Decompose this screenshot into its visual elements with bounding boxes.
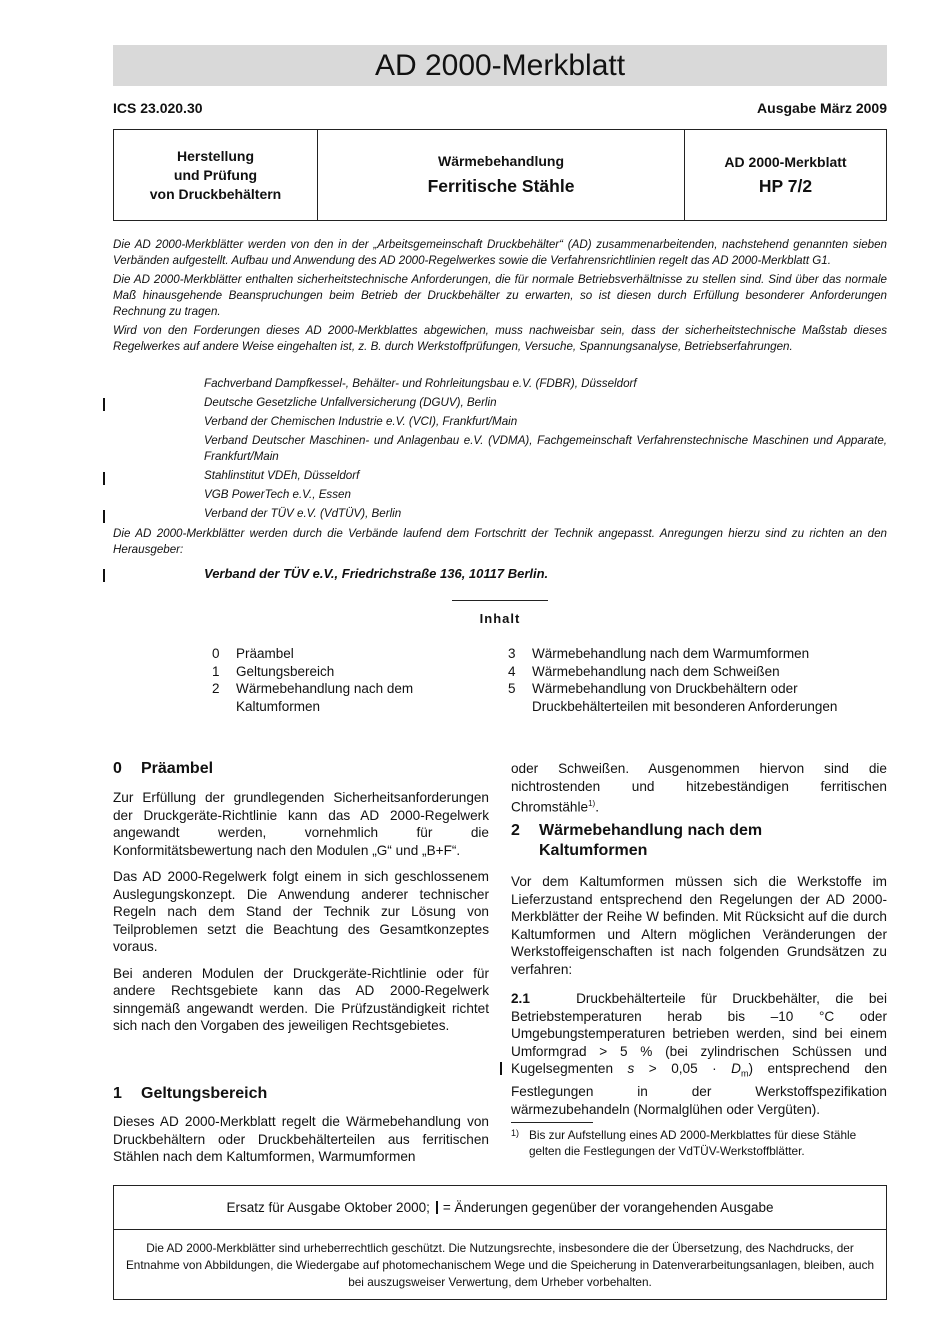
clause-text: Druckbehälterteile für Druckbehälter, die bei Betriebstemperaturen herab bis –10 °C oder Umgebungstemperaturen betrieben werden, sind bei einem Umformgrad > 5 % (bei zylindrischen Schüssen und Kugelsegmenten (511, 991, 887, 1076)
body-paragraph: oder Schweißen. Ausgenommen hiervon sind die nichtrostenden und hitzebeständigen ferritischen Chromstähle (511, 761, 887, 815)
replacement-note (114, 1186, 886, 1230)
intro-closing: Die AD 2000-Merkblätter werden durch die Verbände laufend dem Fortschritt der Technik angepasst. Anregungen hierzu sind zu richten an den Herausgeber: (113, 527, 887, 556)
toc-entry-title: Wärmebehandlung nach dem Schweißen (532, 663, 780, 679)
section-heading-preamble (113, 760, 213, 778)
footnote-reference[interactable]: 1) (588, 799, 596, 808)
toc-entry-number: 3 (508, 646, 516, 661)
change-bar (103, 472, 105, 485)
section-number: 0 (113, 760, 122, 777)
body-paragraph: Bei anderen Modulen der Druckgeräte-Richtlinie oder für andere Rechtsgebiete kann das AD 2000-Regelwerk sinngemäß angewandt werden. Die Prüfzuständigkeit richtet sich nach den Vorgaben des jeweiligen Rechtsgebietes. (113, 965, 489, 1033)
symbol-s: s (627, 1061, 635, 1076)
cold-forming-body (511, 873, 887, 1127)
association-item: Verband Deutscher Maschinen- und Anlagenbau e.V. (VDMA), Fachgemeinschaft Verfahrenstechnische Maschinen und Apparate, Frankfurt/Main (204, 434, 887, 463)
association-list (204, 376, 887, 525)
association-item: Verband der Chemischen Industrie e.V. (VCI), Frankfurt/Main (204, 415, 518, 428)
preamble-body (113, 789, 489, 1044)
header-topic-title: Ferritische Stähle (427, 176, 575, 196)
section-title: Kaltumformen (539, 842, 648, 859)
intro-paragraph: Wird von den Forderungen dieses AD 2000-Merkblattes abgewichen, muss nachweisbar sein, dass der sicherheitstechnische Maßstab dieses Regelwerkes auf andere Weise eingehalten ist, z. B. durch Werkstoffprüfungen, Versuche, Spannungsanalyse, Betriebserfahrungen. (113, 324, 887, 353)
footnote-separator (511, 1122, 593, 1123)
footer-box (113, 1185, 887, 1300)
body-paragraph: Vor dem Kaltumformen müssen sich die Werkstoffe im Lieferzustand entsprechend den Regelungen der AD 2000-Merkblätter der Reihe W befinden. Mit Rücksicht auf die durch Kaltumformen und Altern möglichen Veränderungen der Werkstoffeigenschaften ist nach folgenden Grundsätzen zu verfahren: (511, 874, 887, 977)
toc-entry-title: Wärmebehandlung nach dem Warmumformen (532, 646, 810, 661)
sentence-end: . (595, 799, 599, 815)
body-paragraph: Das AD 2000-Regelwerk folgt einem in sich geschlossenem Auslegungskonzept. Die Anwendung anderer technischer Regeln nach dem Stand der Technik zur Lösung von Teilproblemen setzt die Beachtung des Gesamtkonzeptes voraus. (113, 869, 489, 954)
section-number: 1 (113, 1085, 122, 1102)
change-bar (103, 398, 105, 411)
header-category-line: Herstellung (176, 147, 254, 164)
symbol-d: D (731, 1061, 741, 1076)
section-heading-scope (113, 1085, 267, 1103)
change-bar-legend-icon (436, 1201, 438, 1214)
change-legend-text: = Änderungen gegenüber der vorangehenden Ausgabe (442, 1200, 774, 1215)
scope-body-continued (511, 760, 887, 825)
header-category-line: von Druckbehältern (149, 185, 282, 202)
change-bar (103, 569, 105, 582)
toc-entry-number: 0 (212, 646, 220, 661)
association-item: Fachverband Dampfkessel-, Behälter- und Rohrleitungsbau e.V. (FDBR), Düsseldorf (204, 377, 637, 390)
clause-number: 2.1 (511, 991, 530, 1006)
symbol-d-subscript: m (740, 1068, 749, 1079)
ics-code: ICS 23.020.30 (113, 100, 203, 116)
association-item: Verband der TÜV e.V. (VdTÜV), Berlin (204, 507, 402, 520)
intro-block (113, 237, 887, 358)
toc-entry-number: 1 (212, 663, 220, 679)
association-item: Stahlinstitut VDEh, Düsseldorf (204, 469, 360, 482)
intro-paragraph: Die AD 2000-Merkblätter enthalten sicherheitstechnische Anforderungen, die für normale Betriebsverhältnisse zu stellen sind. Sind über das normale Maß hinausgehende Beanspruchungen beim Betrieb der Druckbehälter zu erwarten, so ist diesen durch Erfüllung besonderer Anforderungen Rechnung zu tragen. (113, 273, 887, 318)
header-box (113, 129, 887, 221)
header-sheet-number: HP 7/2 (758, 175, 813, 196)
change-bar (103, 510, 105, 523)
copyright-notice: Die AD 2000-Merkblätter sind urheberrechtlich geschützt. Die Nutzungsrechte, insbesondere die der Übersetzung, des Nachdrucks, der Entnahme von Abbildungen, die Wiedergabe auf photomechanischem Wege und die Speicherung in Datenverarbeitungsanlagen, bleiben, auch bei auszugsweiser Verwertung, dem Urheber vorbehalten. (125, 1241, 875, 1289)
body-paragraph: Zur Erfüllung der grundlegenden Sicherheitsanforderungen der Druckgeräte-Richtlinie kann das AD 2000-Regelwerk angewandt werden, vornehmlich für die Konformitätsbewertung nach den Modulen „G“ und „B+F“. (113, 790, 489, 858)
toc-right-column (508, 645, 868, 715)
header-sheet-sub: AD 2000-Merkblatt (724, 153, 847, 170)
change-bar (500, 1062, 502, 1075)
clause-text: ) entsprechend den Festlegungen in der Werkstoffspezifikation wärmezubehandeln (Normalglühen oder Vergüten). (511, 1061, 888, 1117)
section-heading-cold-forming (511, 821, 762, 861)
footnote-text: Bis zur Aufstellung eines AD 2000-Merkblattes für diese Stähle gelten die Festlegungen der VdTÜV-Werkstoffblätter. (529, 1128, 857, 1158)
document-title: AD 2000-Merkblatt (113, 45, 887, 86)
toc-entry[interactable] (508, 645, 868, 663)
header-sheet-id (685, 130, 886, 220)
toc-heading: Inhalt (479, 611, 521, 626)
section-title: Geltungsbereich (141, 1085, 268, 1102)
edition-date: Ausgabe März 2009 (757, 100, 887, 116)
toc-entry-title: Präambel (236, 646, 294, 661)
toc-entry-number: 2 (212, 681, 220, 696)
separator-line (452, 600, 548, 601)
association-item: VGB PowerTech e.V., Essen (204, 488, 351, 501)
toc-entry[interactable] (212, 645, 452, 663)
footnote-mark: 1) (511, 1128, 520, 1138)
toc-entry-number: 5 (508, 681, 516, 696)
toc-entry-title: Wärmebehandlung von Druckbehältern oder Druckbehälterteilen mit besonderen Anforderungen (532, 681, 838, 714)
section-title: Präambel (141, 760, 214, 777)
publisher-address: Verband der TÜV e.V., Friedrichstraße 136, 10117 Berlin. (204, 566, 549, 581)
footnote (511, 1127, 887, 1159)
header-category-line: und Prüfung (173, 166, 258, 183)
header-category (114, 130, 318, 220)
scope-body (113, 1113, 489, 1175)
toc-entry[interactable] (212, 680, 452, 715)
toc-entry-title: Wärmebehandlung nach dem Kaltumformen (236, 681, 414, 714)
toc-left-column (212, 645, 452, 715)
header-topic (318, 130, 685, 220)
clause-text: > 0,05 · (634, 1061, 732, 1076)
section-title: Wärmebehandlung nach dem (539, 822, 763, 839)
intro-paragraph: Die AD 2000-Merkblätter werden von den in der „Arbeitsgemeinschaft Druckbehälter“ (AD) zusammenarbeitenden, nachstehend genannten sieben Verbänden aufgestellt. Aufbau und Anwendung des AD 2000-Regelwerkes sowie die Verfahrensrichtlinien regelt das AD 2000-Merkblatt G1. (113, 238, 887, 267)
toc-entry[interactable] (212, 663, 452, 681)
section-number: 2 (511, 822, 520, 839)
header-topic-sub: Wärmebehandlung (437, 153, 564, 169)
association-item: Deutsche Gesetzliche Unfallversicherung (DGUV), Berlin (204, 396, 497, 409)
toc-entry[interactable] (508, 680, 868, 715)
toc-entry-title: Geltungsbereich (236, 663, 335, 679)
body-paragraph: Dieses AD 2000-Merkblatt regelt die Wärmebehandlung von Druckbehältern oder Druckbehälterteilen aus ferritischen Stählen nach dem Kaltumformen, Warmumformen (113, 1114, 489, 1164)
toc-entry[interactable] (508, 663, 868, 681)
toc-entry-number: 4 (508, 663, 516, 679)
replacement-text: Ersatz für Ausgabe Oktober 2000; (226, 1200, 430, 1215)
